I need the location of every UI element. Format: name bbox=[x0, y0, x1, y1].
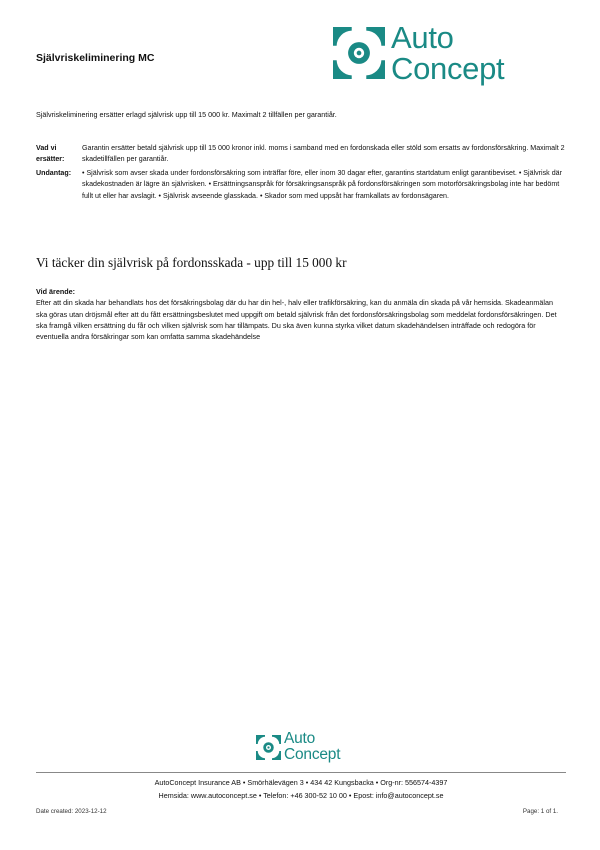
coverage-info bbox=[36, 143, 566, 204]
date-created: Date created: 2023-12-12 bbox=[36, 808, 107, 815]
coverage-label: Vad vi ersätter: bbox=[36, 144, 65, 164]
exceptions-text: • Självrisk som avser skada under fordonsförsäkring som inträffar före, eller inom 30 dagar efter, garantins startdatum enligt garantibeviset. • Självrisk där skadekostnaden är lägre än självrisken. • Ersättningsanspråk för försäkringsanspråk på fordonsförsäkringen som motorförsäkringsbolag inte har bedömt fullt ut eller har avslagit. • Självrisk avseende glasskada. • Skador som med uppsåt har framkallats av fordonsägaren. bbox=[82, 168, 562, 200]
coverage-text: Garantin ersätter betald självrisk upp till 15 000 kronor inkl. moms i samband med en fordonskada eller stöld som ersatts av fordonsförsäkring. Maximalt 2 skadetillfällen per garantiår. bbox=[82, 144, 565, 164]
section-heading: Vi täcker din självrisk på fordonsskada - upp till 15 000 kr bbox=[36, 255, 347, 270]
brand-wordmark bbox=[391, 22, 504, 84]
footer-brand-wordmark bbox=[284, 731, 340, 763]
brand-logo bbox=[333, 22, 504, 84]
footer-contact: Hemsida: www.autoconcept.se • Telefon: +46 300-52 10 00 • Epost: info@autoconcept.se bbox=[158, 791, 444, 800]
footer-brand-name-concept: Concept bbox=[284, 746, 341, 763]
footer-address: AutoConcept Insurance AB • Smörhälevägen 3 • 434 42 Kungsbacka • Org-nr: 556574-4397 bbox=[154, 778, 448, 787]
brand-name-auto: Auto bbox=[391, 20, 454, 55]
intro-text: Självriskeliminering ersätter erlagd självrisk upp till 15 000 kr. Maximalt 2 tillfällen per garantiår. bbox=[36, 110, 337, 119]
exceptions-label: Undantag: bbox=[36, 168, 72, 177]
footer-brand-name-auto: Auto bbox=[284, 730, 316, 747]
brand-name-concept: Concept bbox=[391, 51, 505, 86]
autoconcept-logo-icon bbox=[256, 735, 281, 760]
errand-label: Vid ärende: bbox=[36, 287, 76, 296]
autoconcept-logo-icon bbox=[333, 27, 385, 79]
page-number: Page: 1 of 1. bbox=[522, 808, 558, 815]
footer-logo bbox=[256, 731, 340, 763]
document-title: Självriskeliminering MC bbox=[36, 52, 155, 64]
errand-section bbox=[36, 286, 566, 342]
errand-text: Efter att din skada har behandlats hos det försäkringsbolag där du har din hel-, halv eller trafikförsäkring, kan du anmäla din skada på vår hemsida. Skadeanmälan ska göras utan dröjsmål efter att du fått ersättningsbeslutet med uppgift om betald självrisk från det fordonsförsäkringsbolag som meddelat fordonsförsäkringen. Det ska framgå vilken ersättning du får och vilken självrisk som har tillämpats. Du ska även kunna styrka vilket datum skadehändelsen inträffade och redogöra för eventuella andra försäkringar som kan omfatta samma skadehändelse bbox=[36, 298, 557, 342]
footer-divider bbox=[36, 772, 566, 773]
exceptions-row bbox=[36, 168, 566, 202]
coverage-row bbox=[36, 143, 566, 166]
